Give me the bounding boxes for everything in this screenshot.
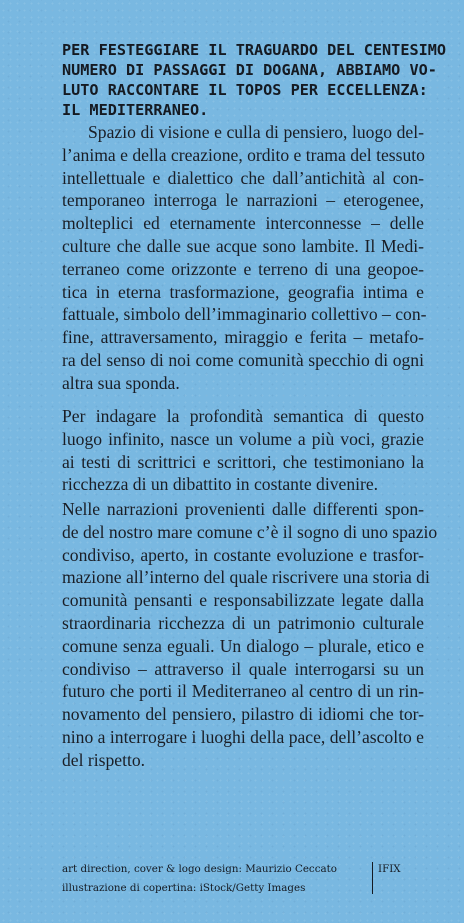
- text-line: de del nostro mare comune c’è il sogno di uno spazio: [62, 521, 438, 542]
- design-credit: art direction, cover & logo design: Maurizio Ceccato: [62, 863, 337, 875]
- text-line: intellettuale e dialettico che dall’antichità al con-: [62, 167, 424, 188]
- text-line: l’anima e della creazione, ordito e trama del tessuto: [62, 144, 425, 165]
- cover-heading: [62, 40, 447, 120]
- text-line: luogo infinito, nasce un volume a più voci, grazie: [62, 428, 424, 449]
- text-line: straordinaria ricchezza di un patrimonio culturale: [62, 612, 424, 633]
- text-line: comunità pensanti e responsabilizzate legate dalla: [62, 590, 424, 611]
- text-line: futuro che porti il Mediterraneo al centro di un rin-: [62, 681, 424, 702]
- text-line: novamento del pensiero, pilastro di idiomi che tor-: [62, 704, 424, 725]
- text-line: Spazio di visione e culla di pensiero, luogo del-: [88, 122, 424, 142]
- text-line: del rispetto.: [62, 749, 146, 770]
- paragraph-intro: [62, 121, 427, 395]
- text-line: altra sua sponda.: [62, 372, 180, 393]
- credit-divider: [372, 862, 373, 894]
- paragraph-volume: [62, 405, 424, 496]
- text-line: ra del senso di noi come comunità specchio di ogni: [62, 349, 424, 370]
- text-line: ricchezza di un dibattito in costante divenire.: [62, 474, 379, 495]
- heading-line: PER FESTEGGIARE IL TRAGUARDO DEL CENTESIMO: [62, 41, 447, 59]
- text-line: terraneo come orizzonte e terreno di una geopoe-: [62, 258, 424, 279]
- text-line: condiviso, aperto, in costante evoluzione e trasfor-: [62, 544, 424, 565]
- heading-line: NUMERO DI PASSAGGI DI DOGANA, ABBIAMO VO-: [62, 61, 437, 79]
- text-line: Nelle narrazioni provenienti dalle differenti spon-: [62, 499, 424, 519]
- heading-line: IL MEDITERRANEO.: [62, 101, 209, 119]
- paragraph-narrations: [62, 498, 438, 772]
- text-line: molteplici ed eternamente interconnesse – delle: [62, 213, 424, 234]
- brand-logo: IFIX: [378, 863, 401, 875]
- text-line: mazione all’interno del quale riscrivere una storia di: [62, 567, 430, 588]
- text-line: temporaneo interroga le narrazioni – eterogenee,: [62, 190, 424, 211]
- text-line: fattuale, simbolo dell’immaginario collettivo – con-: [62, 304, 427, 325]
- text-line: Per indagare la profondità semantica di questo: [62, 406, 424, 426]
- text-line: tica in eterna trasformazione, geografia intima e: [62, 281, 424, 302]
- text-line: nino a interrogare i luoghi della pace, dell’ascolto e: [62, 726, 424, 747]
- text-line: comune senza eguali. Un dialogo – plurale, etico e: [62, 635, 424, 656]
- text-line: fine, attraversamento, miraggio e ferita – metafo-: [62, 327, 424, 348]
- heading-line: LUTO RACCONTARE IL TOPOS PER ECCELLENZA:: [62, 81, 428, 99]
- illustration-credit: illustrazione di copertina: iStock/Getty Images: [62, 882, 306, 894]
- text-line: ai testi di scrittrici e scrittori, che testimoniano la: [62, 451, 424, 472]
- text-line: culture che dalle sue acque sono lambite. Il Medi-: [62, 235, 424, 256]
- credits-block: [62, 860, 401, 898]
- text-line: condiviso – attraverso il quale interrogarsi su un: [62, 658, 424, 679]
